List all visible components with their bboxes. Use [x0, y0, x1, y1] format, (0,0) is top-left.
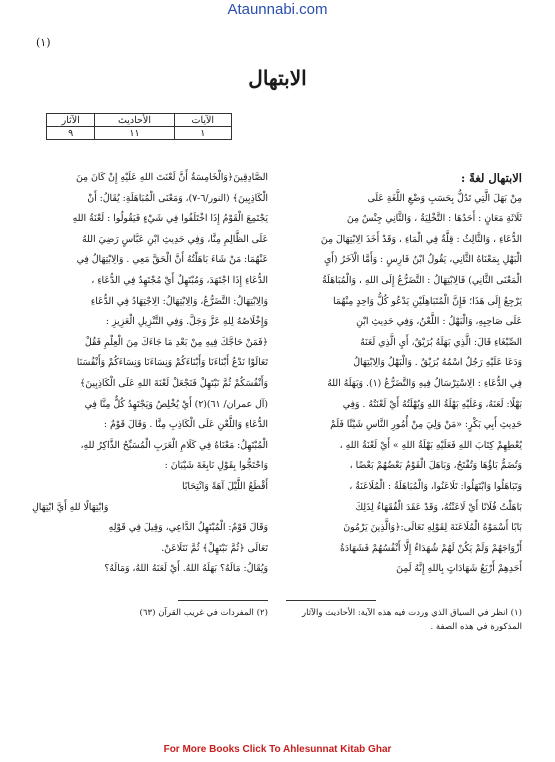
- site-header[interactable]: Ataunnabi.com: [227, 1, 328, 18]
- text-line: الدُّعَاءِ ، وَالثَّالِثُ : قِلَّةٌ فِي الْمَاءِ ، وَقَدْ أَخَذَ الِابْتِهَالَ مِنَ: [320, 233, 522, 245]
- footnote-1: (١) انظر في السياق الذي وردت فيه هذه الآية: الأحاديث والآثار المذكورة في هذه الصفة .: [301, 608, 522, 632]
- stats-value-hadiths: ١١: [95, 127, 174, 140]
- text-line: الدُّعَاءِ وَاللَّعْنِ عَلَى الْكَاذِبِ مِنَّا . وَقَالَ قَوْمٌ :: [103, 419, 268, 431]
- stats-table: [46, 113, 232, 140]
- footer-link[interactable]: For More Books Click To Ahlesunnat Kitab Ghar: [163, 744, 392, 755]
- text-line: ﴿فَمَنْ حَاجَّكَ فِيهِ مِنْ بَعْدِ مَا جَاءَكَ مِنَ الْعِلْمِ فَقُلْ: [84, 336, 268, 348]
- text-line: الصَّادِقِينَ﴿وَالْخَامِسَةُ أَنَّ لَعْنَتَ اللهِ عَلَيْهِ إِنْ كَانَ مِنَ: [75, 172, 268, 183]
- footnote-divider-right: [286, 600, 376, 601]
- text-line: بَاهَلْتُ فُلَانًا أَيْ لَاعَنْتُهُ، وَقَدْ عَقَدَ الْفُقَهَاءُ لِذَلِكَ: [355, 501, 522, 513]
- stats-value-verses: ١: [174, 127, 231, 140]
- footnote-divider-left: [178, 600, 268, 601]
- text-line: فِي الدُّعَاءِ : الِاسْتِرْسَالُ فِيهِ وَالتَّضَرُّعُ (١). وَبَهَلَهُ اللهُ: [327, 377, 522, 389]
- stats-value-row: [47, 127, 232, 140]
- text-line: ثَلَاثَةِ مَعَانٍ : أَحَدُهَا : التَّخْلِيَةُ ، وَالثَّانِي جِنْسٌ مِنَ: [346, 213, 522, 225]
- section-heading: الابتهال لغةً :: [460, 171, 522, 185]
- text-line: الْمَعْنَى الثَّانِي) فَالِابْتِهَالُ : التَّضَرُّعُ إِلَى اللهِ ، وَالْمُبَاهَلَةُ: [322, 274, 522, 286]
- text-line: وَتُضَمُّ بَاؤُهَا وَتُفْتَحُ، وَبَاهَلَ الْقَوْمُ بَعْضُهُمْ بَعْضًا ،: [349, 460, 522, 472]
- left-column: [32, 168, 268, 580]
- page-number: (١): [36, 36, 51, 49]
- text-line: عَلَى صَاحِبِهِ، وَالْبَهْلُ : اللَّعْنُ، وَفِي حَدِيثِ ابْنِ: [356, 316, 522, 328]
- verse-line-first: أَقْطَعُ اللَّيْلَ آهَةً وَانْتِحَابًا: [182, 480, 268, 492]
- stats-value-athar: ٩: [47, 127, 95, 140]
- text-line: وَإِخْلَاصُهُ لِلهِ عَزَّ وَجَلَّ. وَفِي التَّنْزِيلِ الْعَزِيزِ :: [105, 316, 268, 328]
- right-column: [286, 168, 522, 580]
- text-line: يَرْجِعُ إِلَى هَذَا؛ فَإِنَّ الْمُتَبَاهِلَيْنِ يَدْعُو كُلُّ وَاحِدٍ مِنْهُمَا: [332, 295, 522, 307]
- chapter-title: الابتهال: [248, 66, 307, 90]
- text-line: الْبَهْلِ بِمَعْنَاهُ الثَّانِي، يَقُولُ ابْنُ فَارِسٍ : وَأَمَّا الْآخَرُ (أَيِ: [324, 254, 522, 266]
- stats-header-hadiths: الأحاديث: [95, 114, 174, 127]
- text-line: حَدِيثِ أَبِي بَكْرٍ: «مَنْ وَلِيَ مِنْ أُمُورِ النَّاسِ شَيْئًا فَلَمْ: [330, 419, 522, 431]
- text-line: وَالِابْتِهَالُ: التَّضَرُّعُ، وَالِابْتِهَالُ: الِاجْتِهَادُ فِي الدُّعَاءِ: [90, 295, 268, 307]
- text-line: تَعَالَوْا نَدْعُ أَبْنَاءَنَا وَأَبْنَاءَكُمْ وَنِسَاءَنَا وَنِسَاءَكُمْ وَأَنْفُسَنَا: [76, 357, 268, 369]
- footnote-2: (٢) المفردات في غريب القرآن (٦٣): [139, 608, 268, 618]
- text-line: وَقَالَ قَوْمٌ: الْمُبْتَهِلُ الدَّاعِي، وَقِيلَ فِي قَوْلِهِ: [108, 522, 268, 534]
- verse-line-second: وَابْتِهَالًا للهِ أَيَّ ابْتِهَالِ: [32, 501, 109, 513]
- text-line: الصِّبْغَاءِ قَالَ: الَّذِي بَهَلَهُ بُرَيْقٌ، أَيِ الَّذِي لَعَنَهُ: [360, 336, 522, 348]
- text-line: عَلَى الظَّالِمِ مِنَّا، وَفِي حَدِيثِ ابْنِ عَبَّاسٍ رَضِيَ اللهُ: [82, 233, 268, 245]
- text-line: وَدَعَا عَلَيْهِ رَجُلٌ اسْمُهُ بُرَيْقٌ . وَالْبَهْلُ وَالِابْتِهَالُ: [353, 357, 522, 369]
- text-line: وَيُقَالُ: مَالَهُ؟ بَهَلَهُ اللهُ. أَيْ لَعَنَهُ اللهُ، وَمَالَهُ؟: [104, 563, 268, 575]
- text-line: مِنْ بَهَلَ الَّتِي تَدُلُّ بِحَسَبِ وَضْعِ اللُّغَةِ عَلَى: [367, 192, 522, 204]
- stats-header-verses: الآيات: [174, 114, 231, 127]
- text-line: أَزْوَاجَهُمْ وَلَمْ يَكُنْ لَهُمْ شُهَدَاءُ إِلَّا أَنْفُسُهُمْ فَشَهَادَةُ: [340, 542, 522, 554]
- text-line: يَجْتَمِعَ الْقَوْمُ إِذَا اخْتَلَفُوا فِي شَيْءٍ فَيَقُولُوا : لَعْنَةُ اللهِ: [72, 213, 268, 225]
- text-line: تَعَالَى ﴿ثُمَّ نَبْتَهِلْ﴾ ثُمَّ نَتَلَاعَنْ.: [161, 542, 268, 554]
- text-line: عَنْهُمَا: مَنْ شَاءَ بَاهَلْتُهُ أَنَّ الْحَقَّ مَعِي . وَالِابْتِهَالُ فِي: [76, 254, 268, 266]
- text-line: وَتَبَاهَلُوا وَابْتَهَلُوا: تَلَاعَنُوا، وَالْمُبَاهَلَةُ : الْمُلَاعَنَةُ ،: [349, 480, 522, 492]
- text-line: (آل عمران/ ٦١)(٢) أَيْ يُخْلِصُ وَيَجْتَهِدُ كُلٌّ مِنَّا فِي: [84, 398, 268, 410]
- text-line: أَحَدِهِمْ أَرْبَعُ شَهَادَاتٍ بِاللهِ إِنَّهُ لَمِنَ: [396, 563, 522, 575]
- text-line: الْمُبْتَهِلُ: مَعْنَاهُ فِي كَلَامِ الْعَرَبِ الْمُسَبِّحُ الذَّاكِرُ للهِ،: [80, 439, 268, 451]
- text-line: بَهْلًا: لَعَنَهُ، وَعَلَيْهِ بَهْلَةُ اللهِ وَبُهْلَتُهُ أَيْ لَعْنَتُهُ . وَفِي: [342, 398, 522, 410]
- stats-header-row: [47, 114, 232, 127]
- text-line: الدُّعَاءِ إِذَا اجْتَهَدَ، وَمُبْتَهِلٌ أَيْ مُجْتَهِدٌ فِي الدُّعَاءِ ،: [91, 274, 268, 286]
- text-line: وَاحْتَجُّوا بِقَوْلِ نَابِغَةَ شَيْبَانَ :: [164, 460, 268, 472]
- stats-header-athar: الآثار: [47, 114, 95, 127]
- text-line: الْكَاذِبِينَ﴾ (النور/٦-٧)، وَمَعْنَى الْمُبَاهَلَةِ: يُقَالُ: أَنْ: [87, 192, 268, 204]
- text-line: وَأَنْفُسَكُمْ ثُمَّ نَبْتَهِلْ فَنَجْعَلْ لَعْنَةَ اللهِ عَلَى الْكَاذِبِينَ﴾: [79, 377, 268, 389]
- text-line: يُعْطِهِمْ كِتَابَ اللهِ فَعَلَيْهِ بَهْلَةُ اللهِ » أَيْ لَعْنَةُ اللهِ ،: [339, 439, 522, 451]
- text-line: بَابًا أَسْمَوْهُ الْمُلَاعَنَةَ لِقَوْلِهِ تَعَالَى:﴿وَالَّذِينَ يَرْمُونَ: [343, 522, 522, 534]
